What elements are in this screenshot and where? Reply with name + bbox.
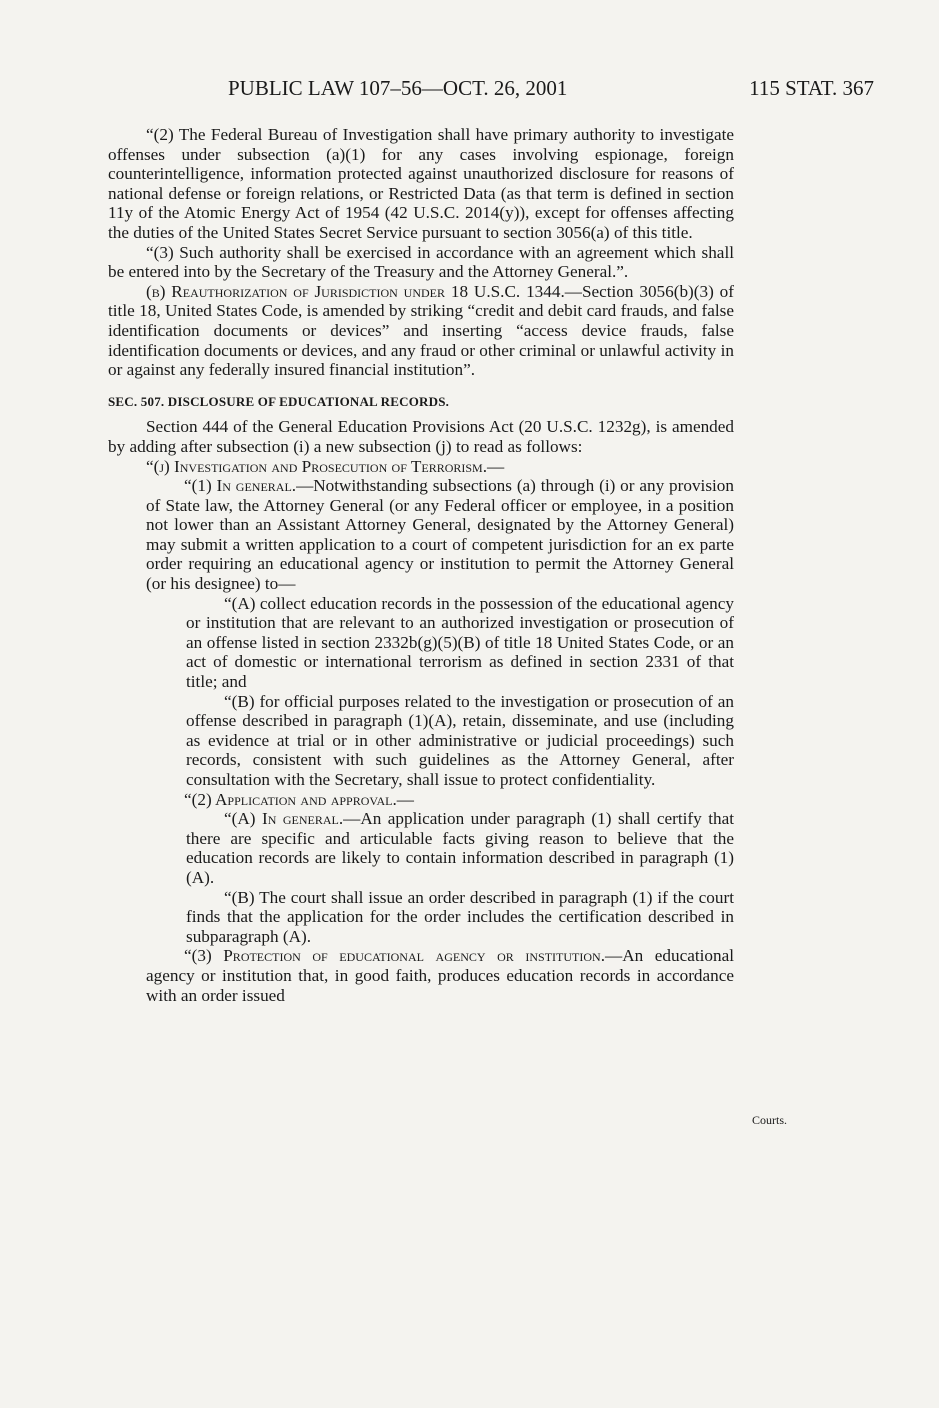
subparagraph-j1A: “(A) collect education records in the possession of the educational agency or institution that are relevant to an authorized investigation or prosecution of an offense listed in section 2332b(g)(5)(B) of title 18 United States Code, or an act of domestic or international terrorism as defined in section 2331 of that title; and <box>186 593 734 692</box>
document-body <box>108 125 734 1005</box>
paragraph-2: “(2) The Federal Bureau of Investigation shall have primary authority to investigate offenses under subsection (a)(1) for any cases involving espionage, foreign counterintelligence, information protected against unauthorized disclosure for reasons of national defense or foreign relations, or Restricted Data (as that term is defined in section 11y of the Atomic Energy Act of 1954 (42 U.S.C. 2014(y)), except for offenses affecting the duties of the United States Secret Service pursuant to section 3056(a) of this title. <box>108 125 734 242</box>
margin-note: Courts. <box>752 1113 788 1127</box>
page-number: 115 STAT. 367 <box>749 76 874 100</box>
page-header <box>108 76 874 106</box>
paragraph-j3-text: An educational agency or institution that, in good faith, produces education records in accordance with an order issued <box>146 946 734 1005</box>
subparagraph-j2A-text: An application under paragraph (1) shall certify that there are specific and articulable facts giving reason to believe that the education records are likely to contain information described in paragraph (1)(A). <box>186 809 734 887</box>
section-intro: Section 444 of the General Education Provisions Act (20 U.S.C. 1232g), is amended by adding after subsection (i) a new subsection (j) to read as follows: <box>108 417 734 456</box>
subsection-b-text: Section 3056(b)(3) of title 18, United States Code, is amended by striking “credit and debit card frauds, and false identification documents or devices” and inserting “access device frauds, false identification documents or devices, and any fraud or other criminal or unlawful activity in or against any federally insured financial institution”. <box>108 281 734 380</box>
subparagraph-group-1 <box>108 594 734 790</box>
paragraph-j1 <box>108 476 734 594</box>
paragraph-j1-heading: “(1) In general.— <box>184 476 314 496</box>
subsection-b <box>108 282 734 380</box>
subparagraph-j2A <box>186 809 734 887</box>
paragraph-j1-text: Notwithstanding subsections (a) through (i) or any provision of State law, the Attorney General (or any Federal officer or employee, in a position not lower than an Assistant Attorney General, designated by the Attorney General) may submit a written application to a court of competent jurisdiction for an ex parte order requiring an educational agency or institution to permit the Attorney General (or his designee) to— <box>146 476 734 594</box>
paragraph-3: “(3) Such authority shall be exercised in accordance with an agreement which shall be entered into by the Secretary of the Treasury and the Attorney General.”. <box>108 242 734 282</box>
subsection-j-heading: “(j) Investigation and Prosecution of Terrorism.— <box>146 456 505 476</box>
paragraph-j3 <box>108 946 734 1005</box>
subparagraph-group-2 <box>108 809 734 946</box>
subparagraph-j2A-heading: “(A) In general.— <box>224 809 361 829</box>
running-head: PUBLIC LAW 107–56—OCT. 26, 2001 <box>228 76 568 100</box>
subsection-b-heading: (b) Reauthorization of Jurisdiction under 18 U.S.C. 1344.— <box>146 281 582 301</box>
paragraph-j2-heading: “(2) Application and approval.— <box>184 789 414 809</box>
paragraph-j3-heading: “(3) Protection of educational agency or institution.— <box>184 946 623 966</box>
subparagraph-j1B: “(B) for official purposes related to the investigation or prosecution of an offense described in paragraph (1)(A), retain, disseminate, and use (including as evidence at trial or in other administrative or judicial proceedings) such records, consistent with such guidelines as the Attorney General, after consultation with the Secretary, shall issue to protect confidentiality. <box>186 691 734 789</box>
section-heading: SEC. 507. DISCLOSURE OF EDUCATIONAL RECORDS. <box>108 393 450 409</box>
subparagraph-j2B: “(B) The court shall issue an order described in paragraph (1) if the court finds that the application for the order includes the certification described in subparagraph (A). <box>186 887 734 946</box>
